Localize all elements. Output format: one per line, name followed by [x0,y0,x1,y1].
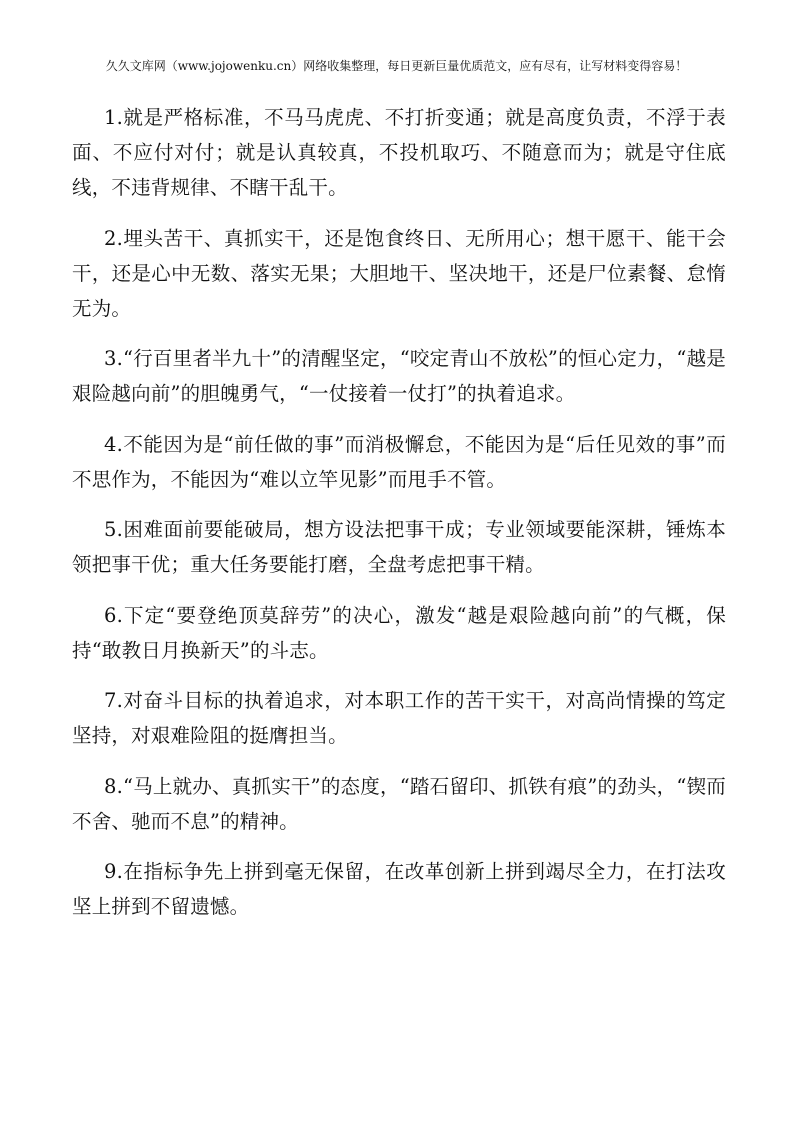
paragraph-3: 3.“行百里者半九十”的清醒坚定，“咬定青山不放松”的恒心定力，“越是艰险越向前”的胆魄勇气，“一仗接着一仗打”的执着追求。 [72,347,726,405]
document-body [72,100,726,940]
paragraph-9: 9.在指标争先上拼到毫无保留，在改革创新上拼到竭尽全力，在打法攻坚上拼到不留遗憾。 [72,860,726,918]
paragraph-8: 8.“马上就办、真抓实干”的态度，“踏石留印、抓铁有痕”的劲头，“锲而不舍、驰而不息”的精神。 [72,774,726,833]
paragraph-1: 1.就是严格标准，不马马虎虎、不打折变通；就是高度负责，不浮于表面、不应付对付；就是认真较真，不投机取巧、不随意而为；就是守住底线，不违背规律、不瞎干乱干。 [72,106,726,199]
paragraph-2: 2.埋头苦干、真抓实干，还是饱食终日、无所用心；想干愿干、能干会干，还是心中无数、落实无果；大胆地干、坚决地干，还是尸位素餐、怠惰无为。 [72,226,726,320]
paragraph-4: 4.不能因为是“前任做的事”而消极懈怠，不能因为是“后任见效的事”而不思作为，不能因为“难以立竿见影”而甩手不管。 [72,432,726,491]
paragraph-7: 7.对奋斗目标的执着追求，对本职工作的苦干实干，对高尚情操的笃定坚持，对艰难险阻的挺膺担当。 [72,689,726,747]
page-header: 久久文库网（www.jojowenku.cn）网络收集整理，每日更新巨量优质范文，应有尽有，让写材料变得容易！ [105,59,688,73]
paragraph-6: 6.下定“要登绝顶莫辞劳”的决心，激发“越是艰险越向前”的气概，保持“敢教日月换新天”的斗志。 [72,603,726,662]
paragraph-5: 5.困难面前要能破局，想方设法把事干成；专业领域要能深耕，锤炼本领把事干优；重大任务要能打磨，全盘考虑把事干精。 [72,518,726,576]
